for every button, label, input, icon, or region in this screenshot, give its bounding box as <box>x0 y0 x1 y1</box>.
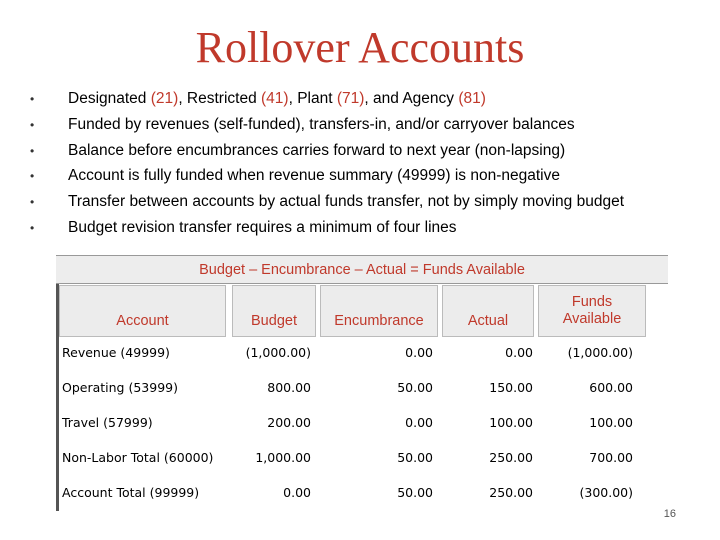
cell-account: Non-Labor Total (60000) <box>62 450 214 465</box>
cell-budget: (1,000.00) <box>245 345 311 360</box>
table-row <box>56 485 668 505</box>
header-funds-available: Funds Available <box>538 285 646 337</box>
header-actual: Actual <box>442 285 534 337</box>
cell-encumbrance: 50.00 <box>397 380 433 395</box>
cell-funds-available: (1,000.00) <box>567 345 633 360</box>
bullet-list <box>30 90 710 245</box>
cell-actual: 250.00 <box>489 485 533 500</box>
bullet-item <box>30 167 710 193</box>
funds-formula: Budget – Encumbrance – Actual = Funds Available <box>56 255 668 284</box>
cell-encumbrance: 50.00 <box>397 450 433 465</box>
table-row <box>56 345 668 365</box>
cell-actual: 100.00 <box>489 415 533 430</box>
slide-title: Rollover Accounts <box>195 23 525 72</box>
cell-encumbrance: 0.00 <box>405 345 433 360</box>
cell-budget: 200.00 <box>267 415 311 430</box>
cell-funds-available: (300.00) <box>579 485 633 500</box>
bullet-item <box>30 90 710 116</box>
cell-budget: 0.00 <box>283 485 311 500</box>
cell-account: Revenue (49999) <box>62 345 170 360</box>
cell-actual: 150.00 <box>489 380 533 395</box>
bullet-text: Designated (21), Restricted (41), Plant (71), and Agency (81) <box>68 90 486 107</box>
cell-account: Travel (57999) <box>62 415 153 430</box>
cell-account: Operating (53999) <box>62 380 178 395</box>
bullet-dot-icon: • <box>30 169 35 184</box>
bullet-text: Transfer between accounts by actual funds transfer, not by simply moving budget <box>68 193 625 211</box>
bullet-dot-icon: • <box>30 143 35 158</box>
bullet-text: Funded by revenues (self-funded), transfers-in, and/or carryover balances <box>68 115 575 133</box>
cell-actual: 0.00 <box>505 345 533 360</box>
bullet-dot-icon: • <box>30 195 35 210</box>
bullet-item <box>30 142 710 168</box>
bullet-text: Budget revision transfer requires a minimum of four lines <box>68 218 457 236</box>
bullet-item <box>30 116 710 142</box>
cell-funds-available: 600.00 <box>589 380 633 395</box>
bullet-item <box>30 219 710 245</box>
bullet-dot-icon: • <box>30 92 35 106</box>
table-row <box>56 415 668 435</box>
cell-budget: 800.00 <box>267 380 311 395</box>
bullet-text: Account is fully funded when revenue summary (49999) is non-negative <box>68 167 560 185</box>
table-row <box>56 380 668 400</box>
cell-funds-available: 100.00 <box>589 415 633 430</box>
cell-budget: 1,000.00 <box>255 450 311 465</box>
bullet-item <box>30 193 710 219</box>
bullet-dot-icon: • <box>30 117 35 132</box>
bullet-text: Balance before encumbrances carries forward to next year (non-lapsing) <box>68 141 566 159</box>
header-encumbrance: Encumbrance <box>320 285 438 337</box>
table-header <box>56 285 668 341</box>
cell-account: Account Total (99999) <box>62 485 200 500</box>
table-row <box>56 450 668 470</box>
bullet-dot-icon: • <box>30 220 35 235</box>
header-budget: Budget <box>232 285 316 337</box>
cell-encumbrance: 50.00 <box>397 485 433 500</box>
cell-encumbrance: 0.00 <box>405 415 433 430</box>
header-account: Account <box>59 285 226 337</box>
cell-actual: 250.00 <box>489 450 533 465</box>
page-number: 16 <box>663 508 676 520</box>
cell-funds-available: 700.00 <box>589 450 633 465</box>
